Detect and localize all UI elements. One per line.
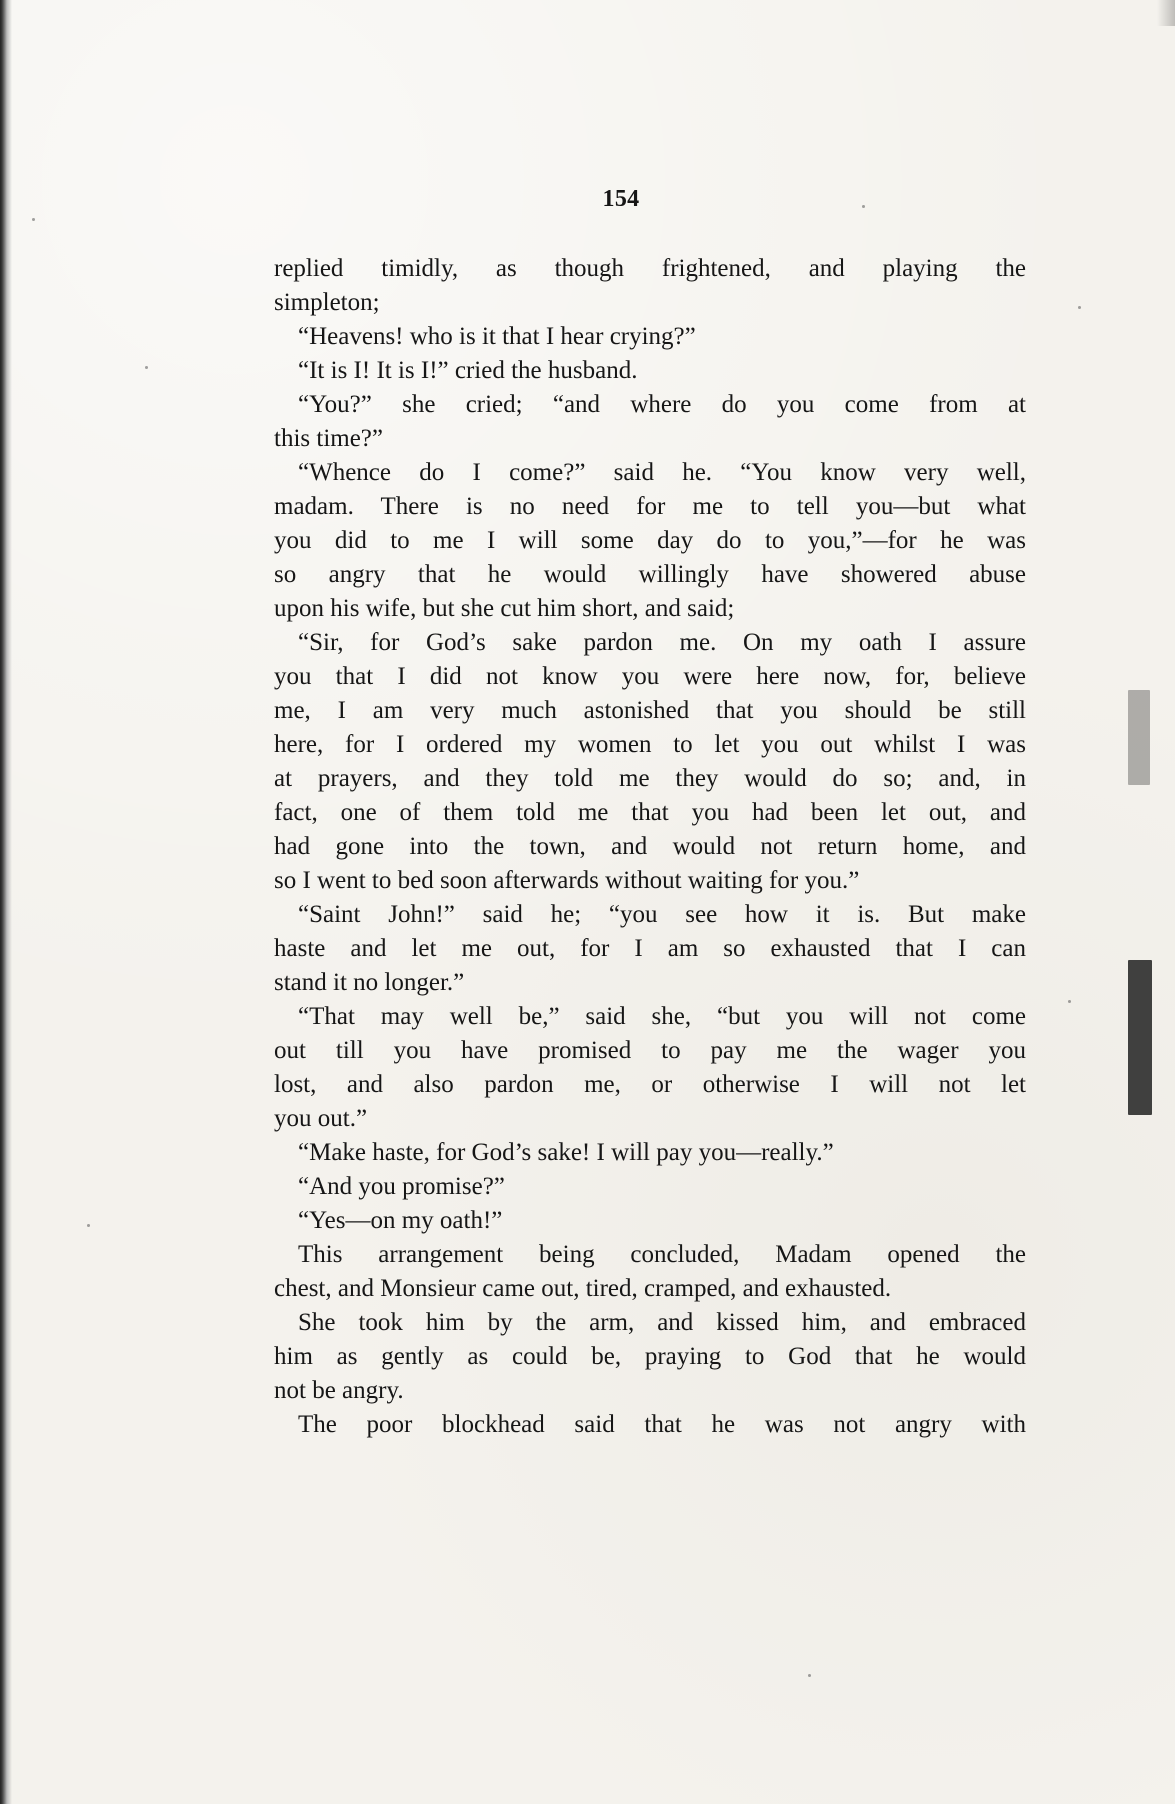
text-line: not be angry. [274,1377,404,1404]
scan-edge-right-top [1157,0,1175,26]
text-line: “You?” she cried; “and where do you come from at [298,391,1026,418]
text-line: replied timidly, as though frightened, and playing the [274,255,1026,282]
speck [145,366,148,369]
text-line: “Sir, for God’s sake pardon me. On my oath I assure [298,629,1026,656]
text-line: She took him by the arm, and kissed him, and embraced [298,1309,1026,1336]
text-line: madam. There is no need for me to tell you—but what [274,493,1026,520]
text-line: fact, one of them told me that you had been let out, and [274,799,1026,826]
text-line: you out.” [274,1105,368,1132]
margin-mark-lower [1128,960,1152,1115]
text-line: “Whence do I come?” said he. “You know very well, [298,459,1026,486]
margin-mark-upper [1128,690,1150,785]
text-line: you did to me I will some day do to you,”—for he was [274,527,1026,554]
speck [32,218,35,221]
text-line: lost, and also pardon me, or otherwise I will not let [274,1071,1026,1098]
text-line: here, for I ordered my women to let you out whilst I was [274,731,1026,758]
text-line: at prayers, and they told me they would do so; and, in [274,765,1026,792]
scan-edge-left [0,0,12,1804]
text-line: This arrangement being concluded, Madam opened the [298,1241,1026,1268]
speck [1068,1000,1071,1003]
speck [87,1224,90,1227]
text-line: “Yes—on my oath!” [298,1207,503,1234]
text-line: “Saint John!” said he; “you see how it is. But make [298,901,1026,928]
text-line: “That may well be,” said she, “but you will not come [298,1003,1026,1030]
body-text [274,252,1026,1442]
text-line: so angry that he would willingly have showered abuse [274,561,1026,588]
speck [1078,306,1081,309]
text-line: “And you promise?” [298,1173,505,1200]
speck [862,205,865,208]
text-line: you that I did not know you were here now, for, believe [274,663,1026,690]
text-line: upon his wife, but she cut him short, and said; [274,595,735,622]
text-line: chest, and Monsieur came out, tired, cramped, and exhausted. [274,1275,892,1302]
text-line: simpleton; [274,289,380,316]
page-number: 154 [602,186,640,212]
text-line: “It is I! It is I!” cried the husband. [298,357,638,384]
text-line: The poor blockhead said that he was not angry with [298,1411,1026,1438]
text-line: me, I am very much astonished that you should be still [274,697,1026,724]
text-line: stand it no longer.” [274,969,465,996]
speck [808,1674,811,1677]
text-line: had gone into the town, and would not return home, and [274,833,1026,860]
text-line: out till you have promised to pay me the wager you [274,1037,1026,1064]
text-line: so I went to bed soon afterwards without waiting for you.” [274,867,860,894]
text-line: this time?” [274,425,383,452]
text-line: “Heavens! who is it that I hear crying?” [298,323,696,350]
text-line: “Make haste, for God’s sake! I will pay you—really.” [298,1139,834,1166]
text-line: haste and let me out, for I am so exhausted that I can [274,935,1026,962]
text-line: him as gently as could be, praying to God that he would [274,1343,1026,1370]
